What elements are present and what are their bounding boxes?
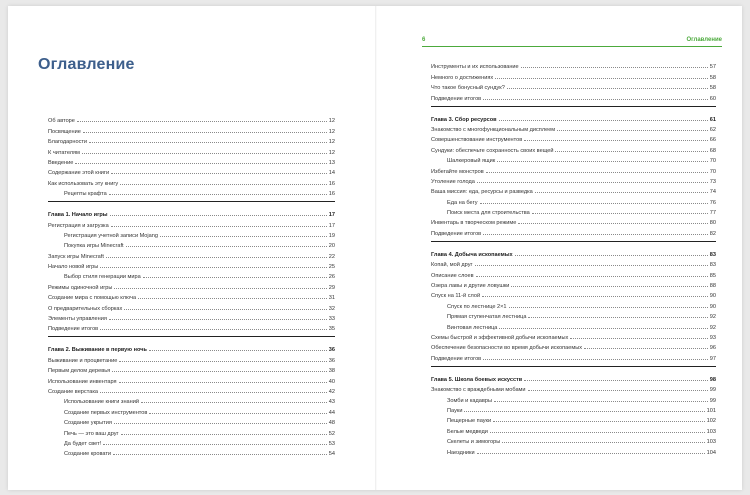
toc-entry[interactable] bbox=[431, 258, 716, 268]
toc-page-number: 44 bbox=[328, 409, 335, 416]
toc-page-number: 90 bbox=[709, 293, 716, 300]
toc-entry[interactable] bbox=[431, 299, 716, 309]
dot-leader bbox=[555, 151, 707, 152]
toc-page-number: 70 bbox=[709, 168, 716, 175]
toc-page-number: 80 bbox=[709, 220, 716, 227]
toc-entry[interactable] bbox=[48, 124, 335, 134]
dot-leader bbox=[495, 78, 708, 79]
toc-entry-title: Использование инвентаря bbox=[48, 378, 117, 385]
toc-page-number: 12 bbox=[328, 139, 335, 146]
page-title: Оглавление bbox=[38, 56, 135, 73]
toc-entry[interactable] bbox=[431, 206, 716, 216]
dot-leader bbox=[502, 442, 704, 443]
book-spread bbox=[8, 6, 742, 490]
dot-leader bbox=[82, 153, 327, 154]
toc-page-number: 58 bbox=[709, 85, 716, 92]
toc-page-number: 77 bbox=[709, 210, 716, 217]
toc-entry[interactable] bbox=[431, 435, 716, 445]
toc-entry-title: Использование книги знаний bbox=[64, 399, 140, 406]
toc-page-number: 14 bbox=[328, 170, 335, 177]
dot-leader bbox=[109, 319, 327, 320]
toc-entry[interactable] bbox=[48, 447, 335, 457]
toc-entry[interactable] bbox=[431, 123, 716, 133]
dot-leader bbox=[124, 309, 326, 310]
toc-entry[interactable] bbox=[431, 279, 716, 289]
chapter-rule bbox=[431, 366, 716, 367]
dot-leader bbox=[121, 434, 327, 435]
toc-entry-title: Схемы быстрой и эффективной добычи ископаемых bbox=[431, 334, 569, 341]
toc-entry[interactable] bbox=[48, 218, 335, 228]
toc-entry-title: Создание мира с помощью ключа bbox=[48, 295, 137, 302]
toc-page-number: 42 bbox=[328, 388, 335, 395]
toc-entry[interactable] bbox=[48, 385, 335, 395]
toc-entry[interactable] bbox=[431, 424, 716, 434]
toc-entry[interactable] bbox=[48, 260, 335, 270]
dot-leader bbox=[480, 203, 708, 204]
toc-chapter[interactable] bbox=[48, 206, 335, 218]
dot-leader bbox=[518, 223, 707, 224]
toc-entry-title: Совершенствование инструментов bbox=[431, 137, 523, 144]
toc-page-number: 16 bbox=[328, 191, 335, 198]
toc-list-right bbox=[431, 60, 716, 456]
page-number: 6 bbox=[422, 37, 426, 43]
toc-entry[interactable] bbox=[48, 135, 335, 145]
toc-page-number: 104 bbox=[706, 449, 716, 456]
toc-page-number: 33 bbox=[328, 316, 335, 323]
toc-page-number: 97 bbox=[709, 355, 716, 362]
dot-leader bbox=[499, 328, 707, 329]
toc-entry[interactable] bbox=[431, 226, 716, 236]
dot-leader bbox=[483, 234, 708, 235]
chapter-rule bbox=[431, 106, 716, 107]
dot-leader bbox=[83, 132, 327, 133]
dot-leader bbox=[111, 226, 327, 227]
toc-entry-title: Первым делом деревья bbox=[48, 368, 111, 375]
dot-leader bbox=[535, 192, 708, 193]
toc-entry-title: Инвентарь в творческом режиме bbox=[431, 220, 517, 227]
toc-page-number: 66 bbox=[709, 137, 716, 144]
dot-leader bbox=[532, 213, 708, 214]
toc-page-number: 99 bbox=[709, 397, 716, 404]
toc-page-number: 38 bbox=[328, 368, 335, 375]
dot-leader bbox=[528, 390, 708, 391]
dot-leader bbox=[475, 265, 708, 266]
toc-entry-title: Подведение итогов bbox=[431, 230, 482, 237]
toc-page-number: 36 bbox=[328, 357, 335, 364]
toc-entry[interactable] bbox=[48, 364, 335, 374]
toc-entry[interactable] bbox=[431, 351, 716, 361]
toc-page-number: 54 bbox=[328, 451, 335, 458]
dot-leader bbox=[109, 194, 327, 195]
toc-page-number: 26 bbox=[328, 274, 335, 281]
toc-entry-title: Ваша миссия: еда, ресурсы и разведка bbox=[431, 189, 533, 196]
dot-leader bbox=[103, 444, 327, 445]
toc-entry-title: Винтовая лестница bbox=[447, 324, 498, 331]
toc-entry-title: Наездники bbox=[447, 449, 475, 456]
toc-page-number: 99 bbox=[709, 387, 716, 394]
toc-entry-title: Еда на бегу bbox=[447, 199, 478, 206]
toc-entry[interactable] bbox=[431, 393, 716, 403]
toc-page-number: 13 bbox=[328, 159, 335, 166]
toc-entry[interactable] bbox=[48, 280, 335, 290]
dot-leader bbox=[160, 236, 327, 237]
dot-leader bbox=[490, 432, 705, 433]
dot-leader bbox=[476, 276, 708, 277]
dot-leader bbox=[77, 121, 327, 122]
toc-entry-title: Белые медведи bbox=[447, 428, 488, 435]
toc-entry-title: О предварительных сборках bbox=[48, 305, 123, 312]
dot-leader bbox=[126, 246, 327, 247]
dot-leader bbox=[89, 142, 327, 143]
toc-page-number: 20 bbox=[328, 243, 335, 250]
toc-entry-title: Глава 1. Начало игры bbox=[48, 212, 108, 219]
dot-leader bbox=[149, 350, 327, 351]
left-page bbox=[8, 6, 375, 490]
toc-entry[interactable] bbox=[431, 185, 716, 195]
toc-page-number: 101 bbox=[706, 407, 716, 414]
toc-page-number: 76 bbox=[709, 199, 716, 206]
toc-entry[interactable] bbox=[48, 291, 335, 301]
dot-leader bbox=[138, 298, 327, 299]
toc-entry[interactable] bbox=[48, 249, 335, 259]
toc-entry-title: Содержание этой книги bbox=[48, 170, 110, 177]
toc-entry-title: Спуск по лестнице 2×1 bbox=[447, 303, 507, 310]
toc-entry[interactable] bbox=[431, 404, 716, 414]
dot-leader bbox=[486, 172, 708, 173]
toc-page-number: 52 bbox=[328, 430, 335, 437]
toc-list-left bbox=[48, 114, 335, 457]
toc-entry-title: Начало новой игры bbox=[48, 264, 99, 271]
dot-leader bbox=[511, 286, 707, 287]
toc-entry[interactable] bbox=[431, 70, 716, 80]
toc-entry[interactable] bbox=[48, 270, 335, 280]
toc-entry-title: Копай, мой друг bbox=[431, 262, 473, 269]
toc-entry[interactable] bbox=[431, 383, 716, 393]
toc-entry[interactable] bbox=[48, 301, 335, 311]
dot-leader bbox=[100, 329, 327, 330]
toc-page-number: 74 bbox=[709, 189, 716, 196]
dot-leader bbox=[507, 88, 708, 89]
toc-page-number: 48 bbox=[328, 420, 335, 427]
right-page bbox=[377, 6, 742, 490]
toc-entry[interactable] bbox=[48, 395, 335, 405]
dot-leader bbox=[494, 401, 708, 402]
toc-entry-title: Об авторе bbox=[48, 118, 75, 125]
toc-entry[interactable] bbox=[48, 437, 335, 447]
toc-entry[interactable] bbox=[48, 416, 335, 426]
toc-entry-title: Глава 5. Школа боевых искусств bbox=[431, 376, 523, 383]
toc-entry-title: Знакомство с многофункциональным дисплеем bbox=[431, 126, 556, 133]
running-title: Оглавление bbox=[686, 37, 722, 43]
chapter-rule bbox=[431, 241, 716, 242]
toc-page-number: 57 bbox=[709, 64, 716, 71]
toc-page-number: 32 bbox=[328, 305, 335, 312]
dot-leader bbox=[100, 392, 327, 393]
toc-entry-title: Регистрация и загрузка bbox=[48, 222, 109, 229]
toc-page-number: 103 bbox=[706, 428, 716, 435]
dot-leader bbox=[557, 130, 708, 131]
toc-entry[interactable] bbox=[431, 175, 716, 185]
dot-leader bbox=[509, 307, 708, 308]
toc-page-number: 96 bbox=[709, 345, 716, 352]
toc-entry[interactable] bbox=[431, 445, 716, 455]
toc-entry-title: Подведение итогов bbox=[431, 95, 482, 102]
toc-page-number: 17 bbox=[328, 212, 335, 219]
toc-entry-title: Описание слоев bbox=[431, 272, 474, 279]
toc-page-number: 17 bbox=[328, 222, 335, 229]
toc-entry-title: Глава 4. Добыча ископаемых bbox=[431, 251, 513, 258]
toc-entry-title: Регистрация учетной записи Mojang bbox=[64, 232, 158, 239]
toc-entry[interactable] bbox=[431, 195, 716, 205]
toc-page-number: 102 bbox=[706, 418, 716, 425]
toc-entry-title: Создание укрытия bbox=[64, 420, 112, 427]
toc-entry[interactable] bbox=[431, 341, 716, 351]
toc-entry-title: Подведение итогов bbox=[48, 326, 99, 333]
toc-entry[interactable] bbox=[48, 312, 335, 322]
toc-entry-title: Немного о достижениях bbox=[431, 74, 494, 81]
toc-entry[interactable] bbox=[48, 374, 335, 384]
dot-leader bbox=[521, 67, 708, 68]
toc-page-number: 88 bbox=[709, 283, 716, 290]
toc-entry-title: Запуск игры Minecraft bbox=[48, 253, 104, 260]
toc-entry[interactable] bbox=[431, 414, 716, 424]
dot-leader bbox=[483, 359, 708, 360]
toc-page-number: 29 bbox=[328, 284, 335, 291]
dot-leader bbox=[477, 182, 708, 183]
toc-entry[interactable] bbox=[48, 166, 335, 176]
toc-page-number: 103 bbox=[706, 439, 716, 446]
toc-entry-title: Инструменты и их использование bbox=[431, 64, 519, 71]
toc-entry-title: Пещерные пауки bbox=[447, 418, 492, 425]
toc-page-number: 98 bbox=[709, 376, 716, 383]
toc-entry-title: Рецепты крафта bbox=[64, 191, 107, 198]
toc-entry[interactable] bbox=[48, 426, 335, 436]
toc-page-number: 58 bbox=[709, 74, 716, 81]
toc-entry-title: Пауки bbox=[447, 407, 463, 414]
dot-leader bbox=[524, 140, 708, 141]
toc-page-number: 43 bbox=[328, 399, 335, 406]
toc-page-number: 83 bbox=[709, 251, 716, 258]
toc-page-number: 90 bbox=[709, 303, 716, 310]
toc-page-number: 93 bbox=[709, 334, 716, 341]
dot-leader bbox=[75, 163, 326, 164]
toc-page-number: 40 bbox=[328, 378, 335, 385]
toc-entry[interactable] bbox=[48, 145, 335, 155]
dot-leader bbox=[100, 267, 327, 268]
toc-entry-title: Выживание и процветание bbox=[48, 357, 118, 364]
toc-entry[interactable] bbox=[48, 239, 335, 249]
toc-entry-title: Избегайте монстров bbox=[431, 168, 484, 175]
toc-entry[interactable] bbox=[431, 268, 716, 278]
toc-entry[interactable] bbox=[48, 187, 335, 197]
dot-leader bbox=[493, 421, 705, 422]
toc-page-number: 22 bbox=[328, 253, 335, 260]
toc-page-number: 60 bbox=[709, 95, 716, 102]
toc-entry[interactable] bbox=[48, 405, 335, 415]
toc-page-number: 83 bbox=[709, 262, 716, 269]
toc-entry-title: Что такое бонусный сундук? bbox=[431, 85, 505, 92]
dot-leader bbox=[524, 380, 708, 381]
dot-leader bbox=[141, 402, 327, 403]
toc-entry-title: Глава 2. Выживание в первую ночь bbox=[48, 347, 147, 354]
toc-chapter[interactable] bbox=[431, 246, 716, 258]
dot-leader bbox=[114, 423, 327, 424]
toc-chapter[interactable] bbox=[431, 111, 716, 123]
toc-entry-title: Утоление голода bbox=[431, 178, 475, 185]
toc-page-number: 62 bbox=[709, 126, 716, 133]
toc-entry-title: Подведение итогов bbox=[431, 355, 482, 362]
toc-page-number: 25 bbox=[328, 264, 335, 271]
toc-entry-title: Сундуки: обеспечьте сохранность своих вещей bbox=[431, 147, 554, 154]
dot-leader bbox=[119, 382, 327, 383]
toc-entry-title: Да будет свет! bbox=[64, 440, 102, 447]
toc-entry-title: Знакомство с враждебными мобами bbox=[431, 387, 526, 394]
toc-page-number: 12 bbox=[328, 128, 335, 135]
toc-entry[interactable] bbox=[431, 310, 716, 320]
toc-page-number: 85 bbox=[709, 272, 716, 279]
toc-page-number: 31 bbox=[328, 295, 335, 302]
toc-entry-title: Прямая ступенчатая лестница bbox=[447, 314, 527, 321]
toc-page-number: 68 bbox=[709, 147, 716, 154]
dot-leader bbox=[110, 215, 327, 216]
dot-leader bbox=[113, 454, 327, 455]
toc-entry-title: Как использовать эту книгу bbox=[48, 180, 119, 187]
toc-entry[interactable] bbox=[431, 143, 716, 153]
toc-entry-title: Выбор стиля генерации мира bbox=[64, 274, 141, 281]
toc-page-number: 82 bbox=[709, 230, 716, 237]
running-head bbox=[422, 38, 722, 47]
toc-page-number: 35 bbox=[328, 326, 335, 333]
toc-entry-title: Создание первых инструментов bbox=[64, 409, 148, 416]
toc-entry[interactable] bbox=[431, 60, 716, 70]
toc-entry-title: Создание кровати bbox=[64, 451, 112, 458]
toc-page-number: 61 bbox=[709, 116, 716, 123]
dot-leader bbox=[111, 173, 327, 174]
toc-entry-title: Глава 3. Сбор ресурсов bbox=[431, 116, 497, 123]
toc-entry-title: Режимы одиночной игры bbox=[48, 284, 113, 291]
toc-entry[interactable] bbox=[431, 81, 716, 91]
toc-entry[interactable] bbox=[431, 91, 716, 101]
toc-entry[interactable] bbox=[431, 164, 716, 174]
toc-entry-title: Введение bbox=[48, 159, 74, 166]
toc-entry-title: Скелеты и зимогоры bbox=[447, 439, 501, 446]
dot-leader bbox=[119, 361, 326, 362]
toc-chapter[interactable] bbox=[48, 341, 335, 353]
dot-leader bbox=[149, 413, 326, 414]
chapter-rule bbox=[48, 201, 335, 202]
dot-leader bbox=[515, 255, 708, 256]
dot-leader bbox=[114, 288, 326, 289]
dot-leader bbox=[106, 257, 327, 258]
toc-entry-title: Шалкеровый ящик bbox=[447, 158, 496, 165]
dot-leader bbox=[482, 296, 708, 297]
dot-leader bbox=[584, 348, 708, 349]
toc-entry-title: Посвящение bbox=[48, 128, 81, 135]
toc-page-number: 53 bbox=[328, 440, 335, 447]
toc-page-number: 16 bbox=[328, 180, 335, 187]
toc-entry[interactable] bbox=[48, 229, 335, 239]
toc-entry[interactable] bbox=[431, 133, 716, 143]
toc-entry-title: Покупка игры Minecraft bbox=[64, 243, 124, 250]
toc-page-number: 70 bbox=[709, 158, 716, 165]
toc-page-number: 92 bbox=[709, 314, 716, 321]
dot-leader bbox=[120, 184, 327, 185]
toc-page-number: 92 bbox=[709, 324, 716, 331]
dot-leader bbox=[483, 99, 708, 100]
toc-entry[interactable] bbox=[431, 289, 716, 299]
toc-page-number: 12 bbox=[328, 149, 335, 156]
toc-entry[interactable] bbox=[48, 176, 335, 186]
dot-leader bbox=[112, 371, 327, 372]
toc-page-number: 19 bbox=[328, 232, 335, 239]
dot-leader bbox=[143, 277, 327, 278]
toc-entry-title: Благодарности bbox=[48, 139, 88, 146]
toc-entry-title: Озера лавы и другие ловушки bbox=[431, 283, 510, 290]
toc-entry-title: Зомби и кадавры bbox=[447, 397, 492, 404]
toc-entry[interactable] bbox=[48, 322, 335, 332]
toc-entry[interactable] bbox=[48, 156, 335, 166]
toc-page-number: 36 bbox=[328, 347, 335, 354]
toc-entry[interactable] bbox=[431, 154, 716, 164]
toc-page-number: 12 bbox=[328, 118, 335, 125]
toc-entry-title: Элементы управления bbox=[48, 316, 107, 323]
dot-leader bbox=[499, 120, 708, 121]
toc-entry-title: К читателям bbox=[48, 149, 80, 156]
toc-chapter[interactable] bbox=[431, 371, 716, 383]
toc-entry[interactable] bbox=[431, 320, 716, 330]
toc-entry-title: Печь — это ваш друг bbox=[64, 430, 119, 437]
dot-leader bbox=[570, 338, 707, 339]
dot-leader bbox=[497, 161, 708, 162]
toc-entry[interactable] bbox=[431, 331, 716, 341]
chapter-rule bbox=[48, 336, 335, 337]
toc-entry[interactable] bbox=[431, 216, 716, 226]
dot-leader bbox=[477, 453, 705, 454]
toc-entry-title: Поиск места для строительства bbox=[447, 210, 530, 217]
toc-entry-title: Создание верстака bbox=[48, 388, 99, 395]
toc-page-number: 73 bbox=[709, 178, 716, 185]
toc-entry-title: Спуск на 11-й слой bbox=[431, 293, 481, 300]
toc-entry[interactable] bbox=[48, 353, 335, 363]
toc-entry[interactable] bbox=[48, 114, 335, 124]
dot-leader bbox=[528, 317, 707, 318]
dot-leader bbox=[464, 411, 704, 412]
toc-entry-title: Обеспечение безопасности во время добычи ископаемых bbox=[431, 345, 583, 352]
